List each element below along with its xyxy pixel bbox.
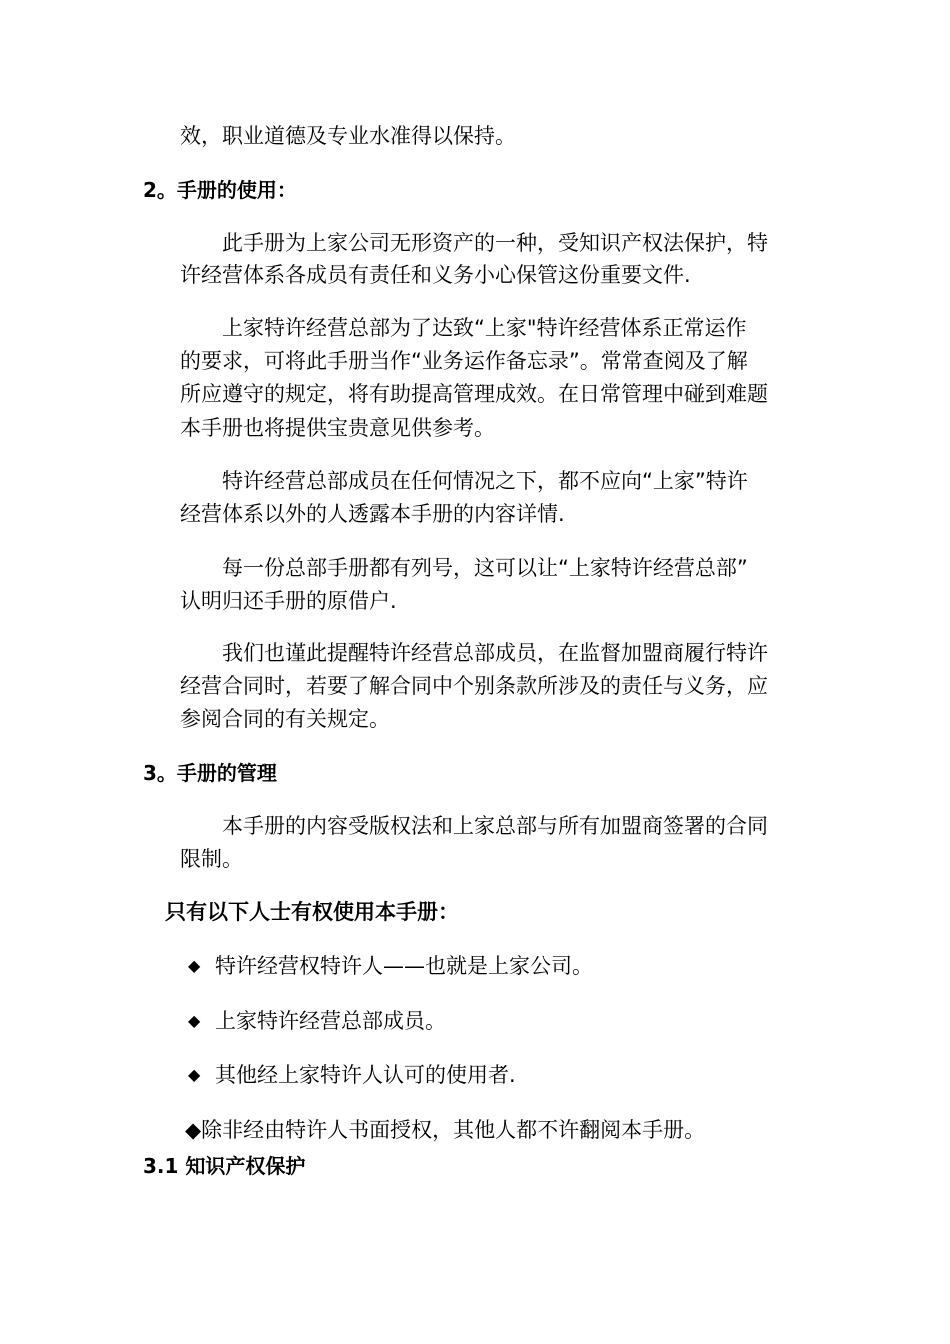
- bullet-icon: ◆: [188, 1011, 201, 1030]
- s3-p1-line-2: 限制。: [180, 847, 243, 871]
- s2-p3-line-1: 特许经营总部成员在任何情况之下，都不应向“上家”特许: [222, 469, 748, 493]
- s2-p3-line-2: 经营体系以外的人透露本手册的内容详情.: [180, 502, 565, 526]
- section-3-1-heading: 3.1 知识产权保护: [143, 1154, 306, 1178]
- s2-p2-line-4: 本手册也将提供宝贵意见供参考。: [180, 416, 495, 440]
- section-3-heading: 3。手册的管理: [143, 761, 277, 785]
- bullet-icon: ◆: [188, 956, 201, 975]
- s2-p4-line-1: 每一份总部手册都有列号，这可以让“上家特许经营总部”: [222, 556, 748, 580]
- authorized-users-heading: 只有以下人士有权使用本手册：: [165, 900, 459, 924]
- bullet-item-3: 其他经上家特许人认可的使用者.: [215, 1063, 516, 1087]
- s2-p5-line-1: 我们也谨此提醒特许经营总部成员，在监督加盟商履行特许: [222, 641, 768, 665]
- bullet-item-2: 上家特许经营总部成员。: [215, 1009, 446, 1033]
- section-2-heading: 2。手册的使用：: [143, 178, 297, 202]
- intro-line: 效，职业道德及专业水准得以保持。: [180, 124, 516, 148]
- bullet-icon: ◆: [188, 1065, 201, 1084]
- authorization-note: ◆除非经由特许人书面授权，其他人都不许翻阅本手册。: [185, 1118, 706, 1142]
- s2-p2-line-1: 上家特许经营总部为了达致“上家"特许经营体系正常运作: [222, 316, 747, 340]
- s2-p2-line-3: 所应遵守的规定，将有助提高管理成效。在日常管理中碰到难题: [180, 382, 768, 406]
- s2-p5-line-3: 参阅合同的有关规定。: [180, 707, 390, 731]
- bullet-item-1: 特许经营权特许人——也就是上家公司。: [215, 954, 593, 978]
- s2-p2-line-2: 的要求，可将此手册当作“业务运作备忘录”。常常查阅及了解: [180, 349, 748, 373]
- s3-p1-line-1: 本手册的内容受版权法和上家总部与所有加盟商签署的合同: [222, 814, 768, 838]
- s2-p4-line-2: 认明归还手册的原借户.: [180, 589, 397, 613]
- s2-p1-line-2: 许经营体系各成员有责任和义务小心保管这份重要文件.: [180, 263, 691, 287]
- s2-p1-line-1: 此手册为上家公司无形资产的一种，受知识产权法保护，特: [222, 231, 768, 255]
- s2-p5-line-2: 经营合同时，若要了解合同中个别条款所涉及的责任与义务，应: [180, 674, 768, 698]
